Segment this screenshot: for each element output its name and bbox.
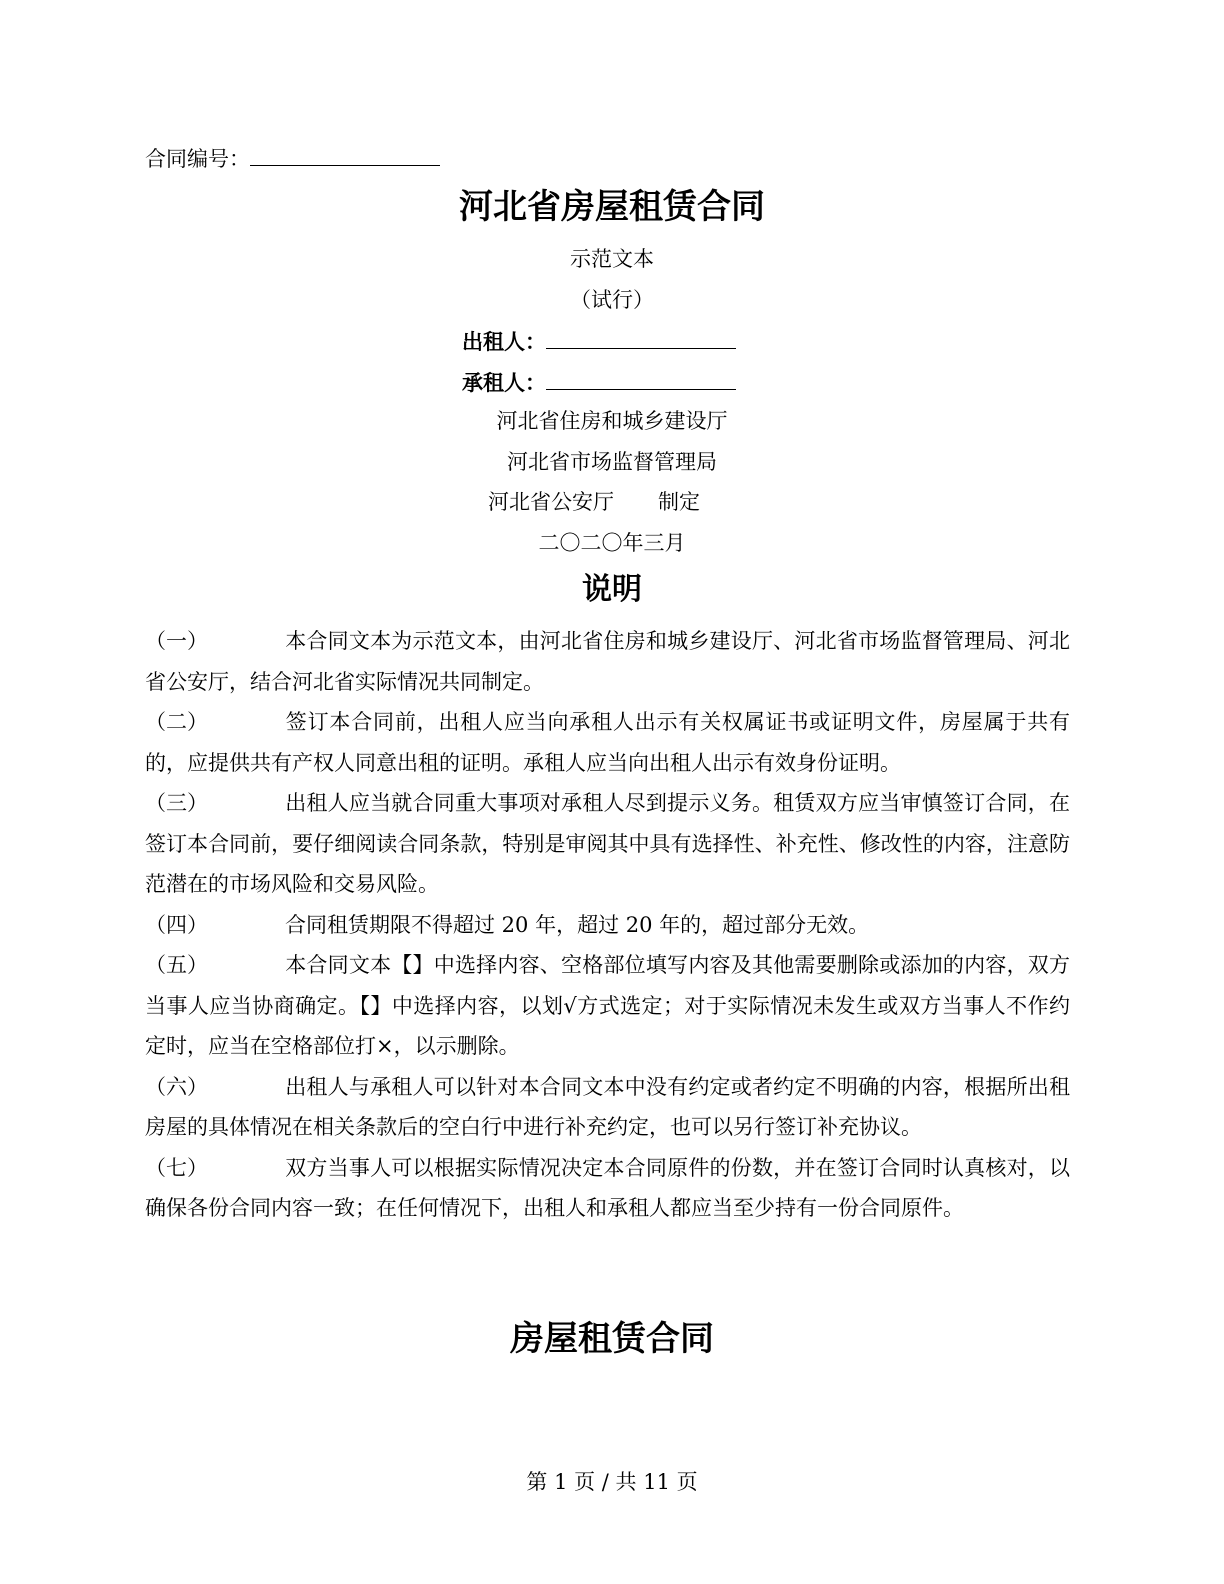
lessee-line bbox=[462, 367, 736, 398]
instructions-list bbox=[145, 621, 1070, 1229]
instruction-item bbox=[145, 1067, 1070, 1148]
subtitle-model-text: 示范文本 bbox=[570, 247, 654, 271]
issuer-made-label: 制定 bbox=[658, 490, 700, 514]
instruction-number: （七） bbox=[145, 1155, 208, 1180]
issue-date: 二〇二〇年三月 bbox=[538, 531, 686, 555]
instruction-text: 本合同文本【】中选择内容、空格部位填写内容及其他需要删除或添加的内容，双方当事人应当协商确定。【】中选择内容，以划√方式选定；对于实际情况未发生或双方当事人不作约定时，应当在空格部位打×，以示删除。 bbox=[145, 953, 1070, 1058]
contract-number-blank bbox=[250, 143, 440, 166]
page-number-footer: 第 1 页 / 共 11 页 bbox=[526, 1470, 698, 1494]
document-title: 河北省房屋租赁合同 bbox=[459, 187, 765, 227]
issuer-police-dept: 河北省公安厅 bbox=[488, 490, 614, 514]
contract-number-label: 合同编号： bbox=[145, 147, 250, 171]
instruction-item bbox=[145, 702, 1070, 783]
instruction-item bbox=[145, 945, 1070, 1067]
instruction-number: （六） bbox=[145, 1074, 208, 1099]
lessor-label: 出租人： bbox=[462, 329, 546, 354]
instruction-item bbox=[145, 1148, 1070, 1229]
instructions-title: 说明 bbox=[582, 572, 642, 607]
lessee-label: 承租人： bbox=[462, 370, 546, 395]
instruction-text: 出租人应当就合同重大事项对承租人尽到提示义务。租赁双方应当审慎签订合同，在签订本合同前，要仔细阅读合同条款，特别是审阅其中具有选择性、补充性、修改性的内容，注意防范潜在的市场风险和交易风险。 bbox=[145, 791, 1070, 896]
instruction-item bbox=[145, 621, 1070, 702]
lessee-blank bbox=[546, 367, 736, 390]
contract-title: 房屋租赁合同 bbox=[510, 1319, 714, 1359]
instruction-number: （一） bbox=[145, 629, 208, 653]
issuer-police-row bbox=[488, 487, 700, 517]
issuer-housing-dept: 河北省住房和城乡建设厅 bbox=[496, 409, 728, 433]
instruction-text: 双方当事人可以根据实际情况决定本合同原件的份数，并在签订合同时认真核对，以确保各份合同内容一致；在任何情况下，出租人和承租人都应当至少持有一份合同原件。 bbox=[145, 1155, 1070, 1220]
instruction-item bbox=[145, 905, 1070, 946]
instruction-text: 本合同文本为示范文本，由河北省住房和城乡建设厅、河北省市场监督管理局、河北省公安厅，结合河北省实际情况共同制定。 bbox=[145, 629, 1070, 694]
instruction-number: （五） bbox=[145, 953, 208, 977]
instruction-text: 合同租赁期限不得超过 20 年，超过 20 年的，超过部分无效。 bbox=[285, 912, 870, 937]
instruction-text: 出租人与承租人可以针对本合同文本中没有约定或者约定不明确的内容，根据所出租房屋的具体情况在相关条款后的空白行中进行补充约定，也可以另行签订补充协议。 bbox=[145, 1074, 1070, 1139]
instruction-number: （三） bbox=[145, 791, 208, 815]
lessor-blank bbox=[546, 326, 736, 349]
subtitle-trial: （试行） bbox=[570, 288, 654, 312]
instruction-item bbox=[145, 783, 1070, 905]
instruction-number: （二） bbox=[145, 710, 208, 734]
instruction-number: （四） bbox=[145, 912, 208, 937]
instruction-text: 签订本合同前，出租人应当向承租人出示有关权属证书或证明文件，房屋属于共有的，应提供共有产权人同意出租的证明。承租人应当向出租人出示有效身份证明。 bbox=[145, 710, 1070, 775]
lessor-line bbox=[462, 326, 736, 357]
contract-number-line bbox=[145, 143, 440, 174]
issuer-market-bureau: 河北省市场监督管理局 bbox=[507, 450, 717, 474]
